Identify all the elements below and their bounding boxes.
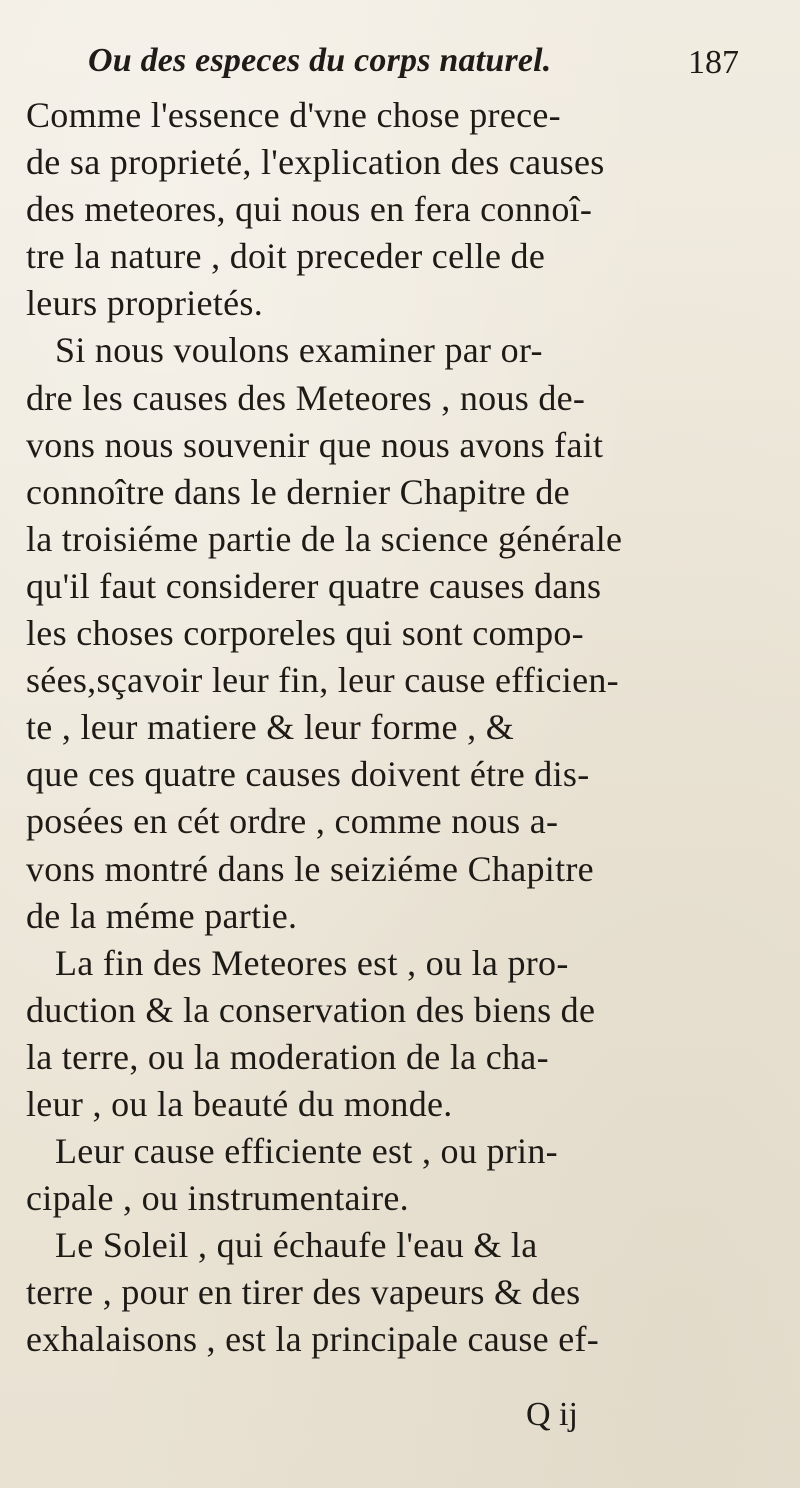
running-head: Ou des especes du corps naturel. <box>88 42 552 79</box>
text-line: te , leur matiere & leur forme , & <box>26 707 515 748</box>
text-line: sées,sçavoir leur fin, leur cause efficien- <box>26 660 619 701</box>
text-line: la terre, ou la moderation de la cha- <box>26 1036 549 1077</box>
text-line: vons nous souvenir que nous avons fait <box>26 424 604 465</box>
text-line: de la méme partie. <box>26 895 298 936</box>
text-line: leur , ou la beauté du monde. <box>26 1083 453 1124</box>
text-line: dre les causes des Meteores , nous de- <box>26 377 586 418</box>
text-line: les choses corporeles qui sont compo- <box>26 613 584 654</box>
text-line: terre , pour en tirer des vapeurs & des <box>26 1272 581 1313</box>
text-line: exhalaisons , est la principale cause ef- <box>26 1319 600 1360</box>
text-line: Le Soleil , qui échaufe l'eau & la <box>55 1225 538 1266</box>
text-line: que ces quatre causes doivent étre dis- <box>26 754 590 795</box>
text-line: connoître dans le dernier Chapitre de <box>26 471 570 512</box>
text-line: leurs proprietés. <box>26 283 264 324</box>
body-text <box>26 92 716 1364</box>
text-line: duction & la conservation des biens de <box>26 989 596 1030</box>
text-line: vons montré dans le seiziéme Chapitre <box>26 848 594 889</box>
text-line: la troisiéme partie de la science générale <box>26 518 623 559</box>
text-line: Leur cause efficiente est , ou prin- <box>55 1131 558 1172</box>
text-line: des meteores, qui nous en fera connoî- <box>26 189 593 230</box>
text-line: tre la nature , doit preceder celle de <box>26 236 546 277</box>
text-line: Si nous voulons examiner par or- <box>55 330 543 371</box>
text-line: cipale , ou instrumentaire. <box>26 1178 409 1219</box>
text-line: qu'il faut considerer quatre causes dans <box>26 565 602 606</box>
text-line: de sa proprieté, l'explication des causes <box>26 142 605 183</box>
text-line: Comme l'essence d'vne chose prece- <box>26 95 561 135</box>
page-number: 187 <box>688 44 739 81</box>
signature-mark: Q ij <box>526 1396 578 1433</box>
text-line: La fin des Meteores est , ou la pro- <box>55 942 569 983</box>
text-line: posées en cét ordre , comme nous a- <box>26 801 559 842</box>
